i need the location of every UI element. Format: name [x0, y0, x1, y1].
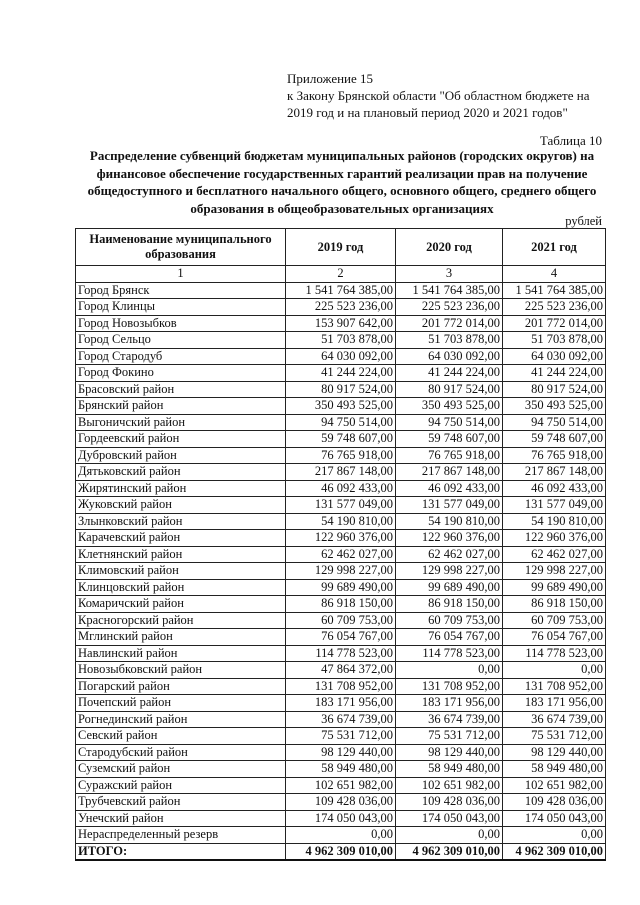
value-2019: 54 190 810,00 — [286, 513, 396, 530]
column-number: 1 — [76, 266, 286, 283]
value-2019: 102 651 982,00 — [286, 777, 396, 794]
value-2020: 86 918 150,00 — [396, 596, 503, 613]
value-2021: 51 703 878,00 — [503, 332, 606, 349]
value-2019: 76 054 767,00 — [286, 629, 396, 646]
table-row — [76, 612, 606, 629]
row-name: Злынковский район — [76, 513, 286, 530]
value-2021: 54 190 810,00 — [503, 513, 606, 530]
column-number: 3 — [396, 266, 503, 283]
table-row — [76, 678, 606, 695]
value-2020: 46 092 433,00 — [396, 480, 503, 497]
value-2020: 129 998 227,00 — [396, 563, 503, 580]
row-name: Город Стародуб — [76, 348, 286, 365]
value-2021: 64 030 092,00 — [503, 348, 606, 365]
value-2020: 1 541 764 385,00 — [396, 282, 503, 299]
value-2020: 51 703 878,00 — [396, 332, 503, 349]
table-row — [76, 447, 606, 464]
row-name: Мглинский район — [76, 629, 286, 646]
value-2021: 122 960 376,00 — [503, 530, 606, 547]
value-2019: 0,00 — [286, 827, 396, 844]
table-row — [76, 315, 606, 332]
value-2020: 0,00 — [396, 662, 503, 679]
appendix-line-2: к Закону Брянской области "Об областном бюджете на — [287, 88, 590, 103]
row-name: Брасовский район — [76, 381, 286, 398]
value-2020: 114 778 523,00 — [396, 645, 503, 662]
column-number: 4 — [503, 266, 606, 283]
row-name: Навлинский район — [76, 645, 286, 662]
value-2021: 41 244 224,00 — [503, 365, 606, 382]
value-2019: 80 917 524,00 — [286, 381, 396, 398]
table-row — [76, 299, 606, 316]
table-header-row — [76, 229, 606, 266]
table-row — [76, 480, 606, 497]
value-2020: 122 960 376,00 — [396, 530, 503, 547]
table-row — [76, 761, 606, 778]
row-name: Нераспределенный резерв — [76, 827, 286, 844]
value-2019: 350 493 525,00 — [286, 398, 396, 415]
table-row — [76, 431, 606, 448]
value-2019: 98 129 440,00 — [286, 744, 396, 761]
value-2019: 51 703 878,00 — [286, 332, 396, 349]
row-name: Трубчевский район — [76, 794, 286, 811]
value-2019: 131 708 952,00 — [286, 678, 396, 695]
value-2019: 46 092 433,00 — [286, 480, 396, 497]
value-2021: 131 708 952,00 — [503, 678, 606, 695]
value-2020: 76 054 767,00 — [396, 629, 503, 646]
document-title: Распределение субвенций бюджетам муниципальных районов (городских округов) на финансовое обеспечение государственных гарантий реализации прав на получение общедоступного и бесплатного начального общего, основного общего, среднего общего образования в общеобразовательных организациях — [87, 148, 597, 216]
table-row — [76, 629, 606, 646]
row-name: Суражский район — [76, 777, 286, 794]
table-row — [76, 497, 606, 514]
value-2020: 102 651 982,00 — [396, 777, 503, 794]
value-2019: 153 907 642,00 — [286, 315, 396, 332]
table-row — [76, 711, 606, 728]
row-name: Новозыбковский район — [76, 662, 286, 679]
row-name: Город Новозыбков — [76, 315, 286, 332]
appendix-reference — [287, 70, 590, 121]
value-2021: 76 054 767,00 — [503, 629, 606, 646]
value-2019: 109 428 036,00 — [286, 794, 396, 811]
value-2021: 94 750 514,00 — [503, 414, 606, 431]
table-row — [76, 728, 606, 745]
value-2021: 225 523 236,00 — [503, 299, 606, 316]
value-2021: 114 778 523,00 — [503, 645, 606, 662]
table-row — [76, 332, 606, 349]
value-2021: 59 748 607,00 — [503, 431, 606, 448]
row-name: Дубровский район — [76, 447, 286, 464]
table-row — [76, 596, 606, 613]
units-label: рублей — [565, 214, 602, 228]
table-row — [76, 414, 606, 431]
value-2019: 131 577 049,00 — [286, 497, 396, 514]
value-2020: 98 129 440,00 — [396, 744, 503, 761]
value-2019: 114 778 523,00 — [286, 645, 396, 662]
value-2019: 76 765 918,00 — [286, 447, 396, 464]
table-row — [76, 810, 606, 827]
value-2019: 75 531 712,00 — [286, 728, 396, 745]
value-2021: 109 428 036,00 — [503, 794, 606, 811]
value-2021: 102 651 982,00 — [503, 777, 606, 794]
value-2019: 59 748 607,00 — [286, 431, 396, 448]
table-row — [76, 777, 606, 794]
table-row — [76, 546, 606, 563]
table-row — [76, 744, 606, 761]
value-2020: 350 493 525,00 — [396, 398, 503, 415]
value-2019: 36 674 739,00 — [286, 711, 396, 728]
value-2020: 64 030 092,00 — [396, 348, 503, 365]
value-2020: 94 750 514,00 — [396, 414, 503, 431]
value-2019: 99 689 490,00 — [286, 579, 396, 596]
table-row — [76, 398, 606, 415]
value-2021: 217 867 148,00 — [503, 464, 606, 481]
value-2021: 99 689 490,00 — [503, 579, 606, 596]
value-2019: 41 244 224,00 — [286, 365, 396, 382]
value-2019: 129 998 227,00 — [286, 563, 396, 580]
value-2021: 75 531 712,00 — [503, 728, 606, 745]
column-header-2019: 2019 год — [286, 229, 396, 266]
value-2019: 64 030 092,00 — [286, 348, 396, 365]
value-2020: 4 962 309 010,00 — [396, 843, 503, 860]
appendix-line-1: Приложение 15 — [287, 71, 374, 86]
row-name: Севский район — [76, 728, 286, 745]
value-2021: 36 674 739,00 — [503, 711, 606, 728]
value-2021: 60 709 753,00 — [503, 612, 606, 629]
table-row — [76, 827, 606, 844]
column-header-2020: 2020 год — [396, 229, 503, 266]
value-2020: 99 689 490,00 — [396, 579, 503, 596]
value-2020: 217 867 148,00 — [396, 464, 503, 481]
row-name: Клетнянский район — [76, 546, 286, 563]
table-row — [76, 348, 606, 365]
row-name: Карачевский район — [76, 530, 286, 547]
value-2020: 201 772 014,00 — [396, 315, 503, 332]
row-name: Гордеевский район — [76, 431, 286, 448]
table-row — [76, 579, 606, 596]
value-2019: 62 462 027,00 — [286, 546, 396, 563]
table-label: Таблица 10 — [539, 133, 602, 148]
value-2020: 36 674 739,00 — [396, 711, 503, 728]
row-name: Рогнединский район — [76, 711, 286, 728]
value-2020: 59 748 607,00 — [396, 431, 503, 448]
value-2021: 1 541 764 385,00 — [503, 282, 606, 299]
value-2021: 46 092 433,00 — [503, 480, 606, 497]
value-2019: 225 523 236,00 — [286, 299, 396, 316]
value-2020: 131 708 952,00 — [396, 678, 503, 695]
column-number-row — [76, 266, 606, 283]
value-2020: 41 244 224,00 — [396, 365, 503, 382]
table-body — [76, 282, 606, 860]
row-name: Унечский район — [76, 810, 286, 827]
value-2020: 54 190 810,00 — [396, 513, 503, 530]
row-name: Климовский район — [76, 563, 286, 580]
table-row — [76, 662, 606, 679]
value-2021: 4 962 309 010,00 — [503, 843, 606, 860]
value-2019: 58 949 480,00 — [286, 761, 396, 778]
value-2021: 58 949 480,00 — [503, 761, 606, 778]
table-row — [76, 563, 606, 580]
table-row — [76, 464, 606, 481]
row-name: Жуковский район — [76, 497, 286, 514]
value-2020: 174 050 043,00 — [396, 810, 503, 827]
value-2020: 60 709 753,00 — [396, 612, 503, 629]
value-2021: 86 918 150,00 — [503, 596, 606, 613]
value-2021: 62 462 027,00 — [503, 546, 606, 563]
value-2020: 0,00 — [396, 827, 503, 844]
value-2020: 183 171 956,00 — [396, 695, 503, 712]
table-row — [76, 645, 606, 662]
row-name: Почепский район — [76, 695, 286, 712]
value-2021: 350 493 525,00 — [503, 398, 606, 415]
total-row — [76, 843, 606, 860]
value-2020: 75 531 712,00 — [396, 728, 503, 745]
value-2020: 76 765 918,00 — [396, 447, 503, 464]
appendix-line-3: 2019 год и на плановый период 2020 и 2021 годов" — [287, 105, 568, 120]
row-name: Стародубский район — [76, 744, 286, 761]
table-row — [76, 381, 606, 398]
row-name: Выгоничский район — [76, 414, 286, 431]
value-2020: 58 949 480,00 — [396, 761, 503, 778]
value-2020: 225 523 236,00 — [396, 299, 503, 316]
table-row — [76, 695, 606, 712]
value-2021: 98 129 440,00 — [503, 744, 606, 761]
value-2019: 60 709 753,00 — [286, 612, 396, 629]
row-name: Город Фокино — [76, 365, 286, 382]
column-header-2021: 2021 год — [503, 229, 606, 266]
value-2019: 217 867 148,00 — [286, 464, 396, 481]
row-name: Красногорский район — [76, 612, 286, 629]
value-2020: 131 577 049,00 — [396, 497, 503, 514]
value-2019: 174 050 043,00 — [286, 810, 396, 827]
value-2019: 47 864 372,00 — [286, 662, 396, 679]
value-2021: 201 772 014,00 — [503, 315, 606, 332]
value-2019: 86 918 150,00 — [286, 596, 396, 613]
row-name: Суземский район — [76, 761, 286, 778]
value-2021: 0,00 — [503, 662, 606, 679]
row-name: Погарский район — [76, 678, 286, 695]
row-name: Жирятинский район — [76, 480, 286, 497]
table-row — [76, 513, 606, 530]
row-name: Дятьковский район — [76, 464, 286, 481]
row-name: Клинцовский район — [76, 579, 286, 596]
column-header-name: Наименование муниципального образования — [76, 229, 286, 266]
subvention-table — [75, 228, 606, 861]
row-name: Город Клинцы — [76, 299, 286, 316]
value-2020: 109 428 036,00 — [396, 794, 503, 811]
value-2021: 80 917 524,00 — [503, 381, 606, 398]
value-2021: 174 050 043,00 — [503, 810, 606, 827]
value-2019: 1 541 764 385,00 — [286, 282, 396, 299]
table-row — [76, 282, 606, 299]
row-name: Город Сельцо — [76, 332, 286, 349]
row-name: Комаричский район — [76, 596, 286, 613]
value-2019: 122 960 376,00 — [286, 530, 396, 547]
value-2021: 183 171 956,00 — [503, 695, 606, 712]
value-2020: 80 917 524,00 — [396, 381, 503, 398]
column-number: 2 — [286, 266, 396, 283]
value-2021: 131 577 049,00 — [503, 497, 606, 514]
table-row — [76, 365, 606, 382]
table-row — [76, 794, 606, 811]
row-name: Брянский район — [76, 398, 286, 415]
value-2021: 0,00 — [503, 827, 606, 844]
value-2021: 129 998 227,00 — [503, 563, 606, 580]
value-2019: 4 962 309 010,00 — [286, 843, 396, 860]
value-2021: 76 765 918,00 — [503, 447, 606, 464]
value-2019: 183 171 956,00 — [286, 695, 396, 712]
table-row — [76, 530, 606, 547]
row-name: Город Брянск — [76, 282, 286, 299]
value-2019: 94 750 514,00 — [286, 414, 396, 431]
row-name: ИТОГО: — [76, 843, 286, 860]
value-2020: 62 462 027,00 — [396, 546, 503, 563]
